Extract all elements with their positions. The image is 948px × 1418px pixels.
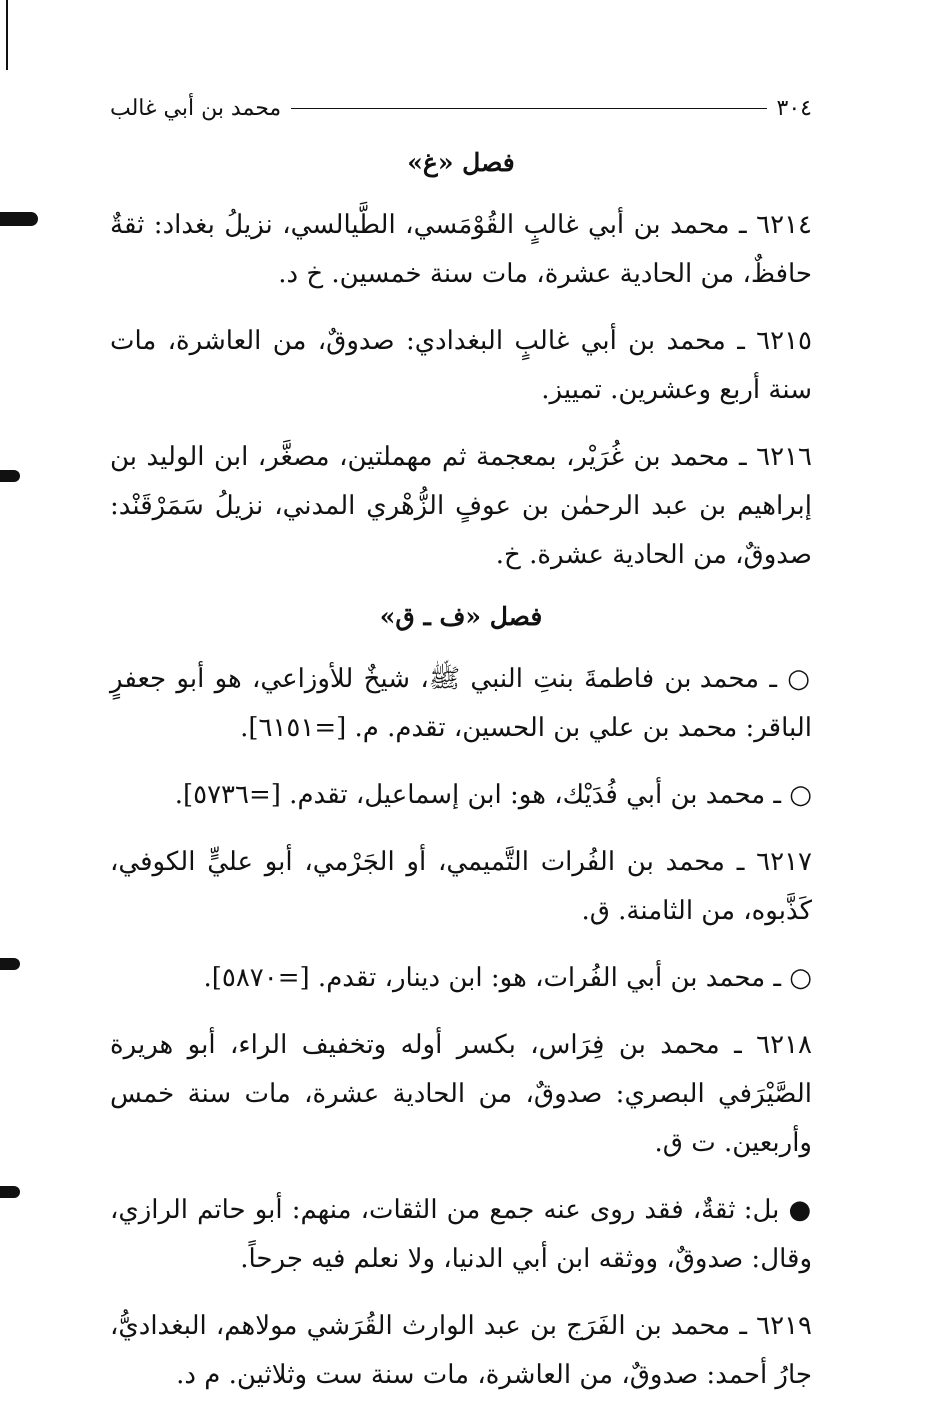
cross-ref-marker: ○ ـ xyxy=(769,664,813,694)
entry-text: محمد بن أبي فُدَيْك، هو: ابن إسماعيل، تقدم. [=٥٧٣٦]. xyxy=(174,780,766,810)
entry-number: ٦٢١٦ ـ xyxy=(739,442,812,472)
entry-text: محمد بن أبي غالبٍ البغدادي: صدوقٌ، من العاشرة، مات سنة أربع وعشرين. تمييز. xyxy=(110,326,812,405)
entry-text: محمد بن فِرَاس، بكسر أوله وتخفيف الراء، أبو هريرة الصَّيْرَفي البصري: صدوقٌ، من الحادية عشرة، مات سنة خمس وأربعين. ت ق. xyxy=(110,1030,812,1158)
scan-edge-mark xyxy=(0,958,20,970)
scan-edge-mark xyxy=(0,470,20,482)
entry-6214 xyxy=(110,201,812,299)
entry-6219 xyxy=(110,1302,812,1400)
entry-text: محمد بن أبي غالبٍ القُوْمَسي، الطَّيالسي، نزيلُ بغداد: ثقةٌ حافظٌ، من الحادية عشرة، مات سنة خمسين. خ د. xyxy=(110,210,812,289)
scan-edge-line xyxy=(6,0,8,70)
entry-cross-ref-furat xyxy=(110,954,812,1003)
scan-edge-mark xyxy=(0,212,38,226)
entry-6218 xyxy=(110,1021,812,1168)
editor-note-marker: ● xyxy=(779,1195,812,1225)
entry-number: ٦٢١٨ ـ xyxy=(734,1030,812,1060)
entry-number: ٦٢١٧ ـ xyxy=(736,847,812,877)
page-number: ٣٠٤ xyxy=(776,95,812,121)
header-rule xyxy=(291,108,766,109)
entry-text: محمد بن غُرَيْر، بمعجمة ثم مهملتين، مصغَّر، ابن الوليد بن إبراهيم بن عبد الرحمٰن بن عوفٍ الزُّهْري المدني، نزيلُ سَمَرْقَنْد: صدوقٌ، من الحادية عشرة. خ. xyxy=(110,442,812,570)
book-page xyxy=(110,90,812,1418)
entry-text: بل: ثقةٌ، فقد روى عنه جمع من الثقات، منهم: أبو حاتم الرازي، وقال: صدوقٌ، ووثقه ابن أبي الدنيا، ولا نعلم فيه جرحاً. xyxy=(110,1195,812,1274)
entry-text: محمد بن الفُرات التَّميمي، أو الجَرْمي، أبو عليٍّ الكوفي، كَذَّبوه، من الثامنة. ق. xyxy=(110,847,812,926)
entry-text: محمد بن أبي الفُرات، هو: ابن دينار، تقدم. [=٥٨٧٠]. xyxy=(203,963,766,993)
running-head xyxy=(110,90,812,126)
entry-editor-note xyxy=(110,1186,812,1284)
entry-cross-ref-fudayk xyxy=(110,771,812,820)
entry-number: ٦٢١٩ ـ xyxy=(739,1311,813,1341)
cross-ref-marker: ○ ـ xyxy=(773,963,812,993)
entry-text: محمد بن فاطمةَ بنتِ النبي ﷺ، شيخٌ للأوزاعي، هو أبو جعفرٍ الباقر: محمد بن علي بن الحسين، تقدم. م. [=٦١٥١]. xyxy=(110,664,812,743)
scan-edge-mark xyxy=(0,1186,20,1198)
section-title-ghain: فصل «غ» xyxy=(407,148,515,177)
entry-cross-ref-fatima xyxy=(110,655,812,753)
entry-number: ٦٢١٥ ـ xyxy=(737,326,813,356)
entry-6215 xyxy=(110,317,812,415)
entry-6217 xyxy=(110,838,812,936)
running-title: محمد بن أبي غالب xyxy=(110,95,282,121)
entry-6216 xyxy=(110,433,812,580)
entry-text: محمد بن الفَرَج بن عبد الوارث القُرَشي مولاهم، البغداديُّ، جارُ أحمد: صدوقٌ، من العاشرة، مات سنة ست وثلاثين. م د. xyxy=(110,1311,812,1390)
entry-number: ٦٢١٤ ـ xyxy=(739,210,812,240)
section-title-fa-qaf: فصل «ف ـ ق» xyxy=(379,602,543,631)
cross-ref-marker: ○ ـ xyxy=(773,780,812,810)
